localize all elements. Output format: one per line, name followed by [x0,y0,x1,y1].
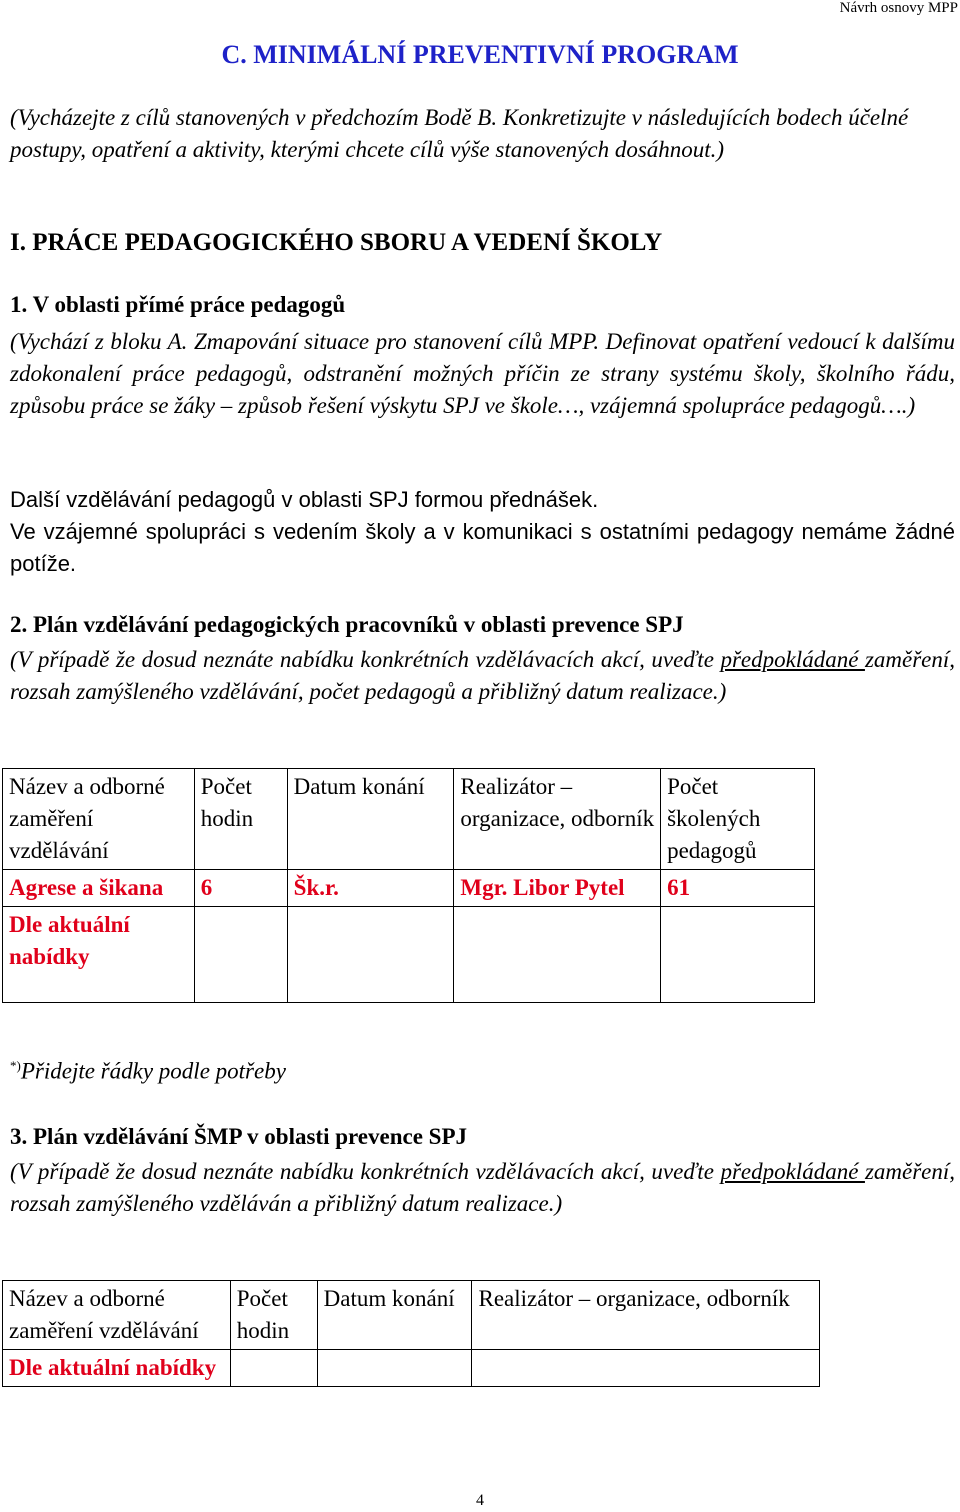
table-cell: Mgr. Libor Pytel [454,870,661,907]
table-header-row [3,1281,820,1350]
header-note: Návrh osnovy MPP [839,0,958,16]
subsection-1-text: Další vzdělávání pedagogů v oblasti SPJ formou přednášek. [10,487,599,512]
table-row [3,1350,820,1387]
table-cell [317,1350,472,1387]
note-text: (V případě že dosud neznáte nabídku konkrétních vzdělávacích akcí, uveďte [10,1159,721,1184]
footnote-mark: *) [10,1058,21,1073]
table-row [3,907,815,1003]
note-text-cont: zaměření, rozsah zamýšleného vzděláván a přibližný datum realizace.) [10,1159,956,1216]
header-cell: Název a odborné zaměření vzdělávání [3,769,195,870]
subsection-3-note [10,1156,955,1220]
note-text-cont: zaměření, rozsah zamýšleného vzdělávání, počet pedagogů a přibližný datum realizace.) [10,647,956,704]
table-cell [472,1350,820,1387]
footnote [10,1058,286,1085]
section-heading: I. PRÁCE PEDAGOGICKÉHO SBORU A VEDENÍ ŠKOLY [10,229,663,256]
smp-training-table [2,1280,820,1387]
subsection-2-note [10,644,955,708]
table-header-row [3,769,815,870]
header-cell: Název a odborné zaměření vzdělávání [3,1281,231,1350]
header-cell: Realizátor – organizace, odborník [454,769,661,870]
subsection-1-text-2: Ve vzájemné spolupráci s vedením školy a v komunikaci s ostatními pedagogy nemáme žádné potíže. [10,519,955,576]
table-cell: 61 [661,870,815,907]
subsection-1-note: (Vychází z bloku A. Zmapování situace pro stanovení cílů MPP. Definovat opatření vedoucí k dalšímu zdokonalení práce pedagogů, odstranění možných příčin ze strany systému školy, školního řádu, způsobu práce se žáky – způsob řešení výskytu SPJ ve škole…, vzájemná spolupráce pedagogů….) [10,329,955,418]
table-cell: 6 [194,870,287,907]
footnote-text: Přidejte řádky podle potřeby [20,1058,286,1084]
table-cell [661,907,815,1003]
teacher-training-table [2,768,815,1003]
subsection-1-heading: 1. V oblasti přímé práce pedagogů [10,292,346,317]
table-cell [230,1350,317,1387]
table-cell: Šk.r. [287,870,454,907]
table-cell: Dle aktuální nabídky [3,907,195,1003]
header-cell: Počet školených pedagogů [661,769,815,870]
table-cell: Agrese a šikana [3,870,195,907]
note-underlined: předpokládané [720,647,865,672]
header-cell: Datum konání [287,769,454,870]
table-row [3,870,815,907]
table-cell: Dle aktuální nabídky [3,1350,231,1387]
table-cell [454,907,661,1003]
note-text: (V případě že dosud neznáte nabídku konkrétních vzdělávacích akcí, uveďte [10,647,721,672]
header-cell: Datum konání [317,1281,472,1350]
page-number: 4 [476,1492,484,1509]
table-cell [194,907,287,1003]
subsection-3-heading: 3. Plán vzdělávání ŠMP v oblasti prevence SPJ [10,1124,468,1149]
intro-note: (Vycházejte z cílů stanovených v předchozím Bodě B. Konkretizujte v následujících bodech účelné postupy, opatření a aktivity, kterými chcete cílů výše stanovených dosáhnout.) [10,105,909,162]
document-title: C. MINIMÁLNÍ PREVENTIVNÍ PROGRAM [221,40,739,69]
subsection-2-heading: 2. Plán vzdělávání pedagogických pracovníků v oblasti prevence SPJ [10,612,684,637]
table-cell [287,907,454,1003]
note-underlined: předpokládané [720,1159,865,1184]
header-cell: Počet hodin [194,769,287,870]
header-cell: Počet hodin [230,1281,317,1350]
header-cell: Realizátor – organizace, odborník [472,1281,820,1350]
